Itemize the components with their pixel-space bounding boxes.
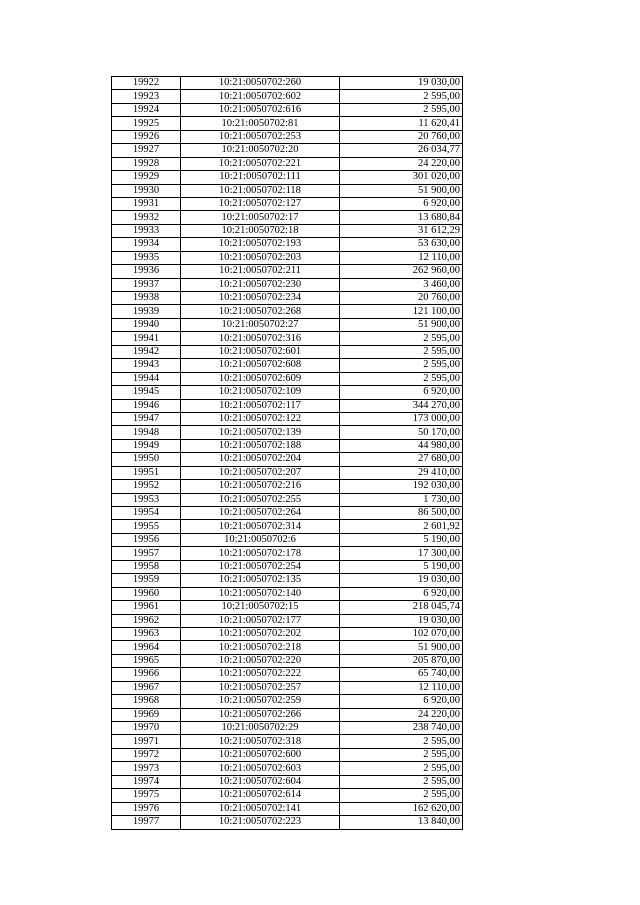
table-row: [112, 789, 463, 802]
amount-cell: 238 740,00: [340, 722, 463, 735]
row-number-cell: 19937: [112, 278, 181, 291]
amount-cell: 2 595,00: [340, 359, 463, 372]
amount-cell: 19 030,00: [340, 574, 463, 587]
cadastral-number-cell: 10:21:0050702:20: [181, 144, 340, 157]
amount-cell: 2 595,00: [340, 762, 463, 775]
cadastral-number-cell: 10:21:0050702:253: [181, 130, 340, 143]
cadastral-number-cell: 10:21:0050702:117: [181, 399, 340, 412]
table-row: [112, 211, 463, 224]
row-number-cell: 19949: [112, 439, 181, 452]
table-row: [112, 802, 463, 815]
table-row: [112, 426, 463, 439]
row-number-cell: 19967: [112, 681, 181, 694]
cadastral-number-cell: 10:21:0050702:221: [181, 157, 340, 170]
cadastral-number-cell: 10:21:0050702:203: [181, 251, 340, 264]
row-number-cell: 19952: [112, 480, 181, 493]
row-number-cell: 19926: [112, 130, 181, 143]
row-number-cell: 19929: [112, 171, 181, 184]
cadastral-number-cell: 10:21:0050702:177: [181, 614, 340, 627]
cadastral-number-cell: 10:21:0050702:268: [181, 305, 340, 318]
table-row: [112, 533, 463, 546]
row-number-cell: 19924: [112, 103, 181, 116]
row-number-cell: 19942: [112, 345, 181, 358]
table-row: [112, 681, 463, 694]
cadastral-number-cell: 10:21:0050702:603: [181, 762, 340, 775]
table-row: [112, 224, 463, 237]
amount-cell: 86 500,00: [340, 507, 463, 520]
amount-cell: 20 760,00: [340, 130, 463, 143]
cadastral-number-cell: 10:21:0050702:234: [181, 292, 340, 305]
table-row: [112, 439, 463, 452]
row-number-cell: 19970: [112, 722, 181, 735]
row-number-cell: 19944: [112, 372, 181, 385]
cadastral-number-cell: 10:21:0050702:141: [181, 802, 340, 815]
row-number-cell: 19956: [112, 533, 181, 546]
table-row: [112, 412, 463, 425]
row-number-cell: 19928: [112, 157, 181, 170]
cadastral-number-cell: 10:21:0050702:211: [181, 265, 340, 278]
table-row: [112, 722, 463, 735]
cadastral-number-cell: 10:21:0050702:316: [181, 332, 340, 345]
table-row: [112, 762, 463, 775]
cadastral-number-cell: 10:21:0050702:601: [181, 345, 340, 358]
amount-cell: 173 000,00: [340, 412, 463, 425]
cadastral-number-cell: 10:21:0050702:140: [181, 587, 340, 600]
table-row: [112, 654, 463, 667]
cadastral-number-cell: 10:21:0050702:266: [181, 708, 340, 721]
table-row: [112, 157, 463, 170]
cadastral-number-cell: 10:21:0050702:254: [181, 560, 340, 573]
cadastral-number-cell: 10:21:0050702:27: [181, 318, 340, 331]
table-row: [112, 305, 463, 318]
row-number-cell: 19941: [112, 332, 181, 345]
cadastral-number-cell: 10:21:0050702:18: [181, 224, 340, 237]
row-number-cell: 19971: [112, 735, 181, 748]
amount-cell: 12 110,00: [340, 251, 463, 264]
registry-table: [111, 76, 463, 830]
cadastral-number-cell: 10:21:0050702:207: [181, 466, 340, 479]
amount-cell: 121 100,00: [340, 305, 463, 318]
amount-cell: 13 840,00: [340, 816, 463, 829]
amount-cell: 2 595,00: [340, 775, 463, 788]
table-row: [112, 641, 463, 654]
cadastral-number-cell: 10:21:0050702:122: [181, 412, 340, 425]
amount-cell: 13 680,84: [340, 211, 463, 224]
cadastral-number-cell: 10:21:0050702:178: [181, 547, 340, 560]
row-number-cell: 19932: [112, 211, 181, 224]
amount-cell: 26 034,77: [340, 144, 463, 157]
table-row: [112, 197, 463, 210]
cadastral-number-cell: 10:21:0050702:127: [181, 197, 340, 210]
table-row: [112, 359, 463, 372]
row-number-cell: 19957: [112, 547, 181, 560]
registry-table-body: [112, 77, 463, 830]
row-number-cell: 19977: [112, 816, 181, 829]
row-number-cell: 19972: [112, 748, 181, 761]
table-row: [112, 547, 463, 560]
row-number-cell: 19974: [112, 775, 181, 788]
table-row: [112, 493, 463, 506]
table-row: [112, 332, 463, 345]
amount-cell: 53 630,00: [340, 238, 463, 251]
amount-cell: 6 920,00: [340, 386, 463, 399]
row-number-cell: 19938: [112, 292, 181, 305]
cadastral-number-cell: 10:21:0050702:257: [181, 681, 340, 694]
table-row: [112, 278, 463, 291]
amount-cell: 344 270,00: [340, 399, 463, 412]
table-row: [112, 560, 463, 573]
row-number-cell: 19947: [112, 412, 181, 425]
amount-cell: 51 900,00: [340, 318, 463, 331]
row-number-cell: 19973: [112, 762, 181, 775]
table-row: [112, 372, 463, 385]
row-number-cell: 19927: [112, 144, 181, 157]
row-number-cell: 19960: [112, 587, 181, 600]
amount-cell: 2 595,00: [340, 332, 463, 345]
amount-cell: 6 920,00: [340, 197, 463, 210]
amount-cell: 2 595,00: [340, 103, 463, 116]
amount-cell: 102 070,00: [340, 627, 463, 640]
row-number-cell: 19975: [112, 789, 181, 802]
cadastral-number-cell: 10:21:0050702:17: [181, 211, 340, 224]
amount-cell: 17 300,00: [340, 547, 463, 560]
row-number-cell: 19966: [112, 668, 181, 681]
amount-cell: 301 020,00: [340, 171, 463, 184]
amount-cell: 50 170,00: [340, 426, 463, 439]
row-number-cell: 19925: [112, 117, 181, 130]
table-row: [112, 574, 463, 587]
amount-cell: 12 110,00: [340, 681, 463, 694]
cadastral-number-cell: 10:21:0050702:604: [181, 775, 340, 788]
table-row: [112, 816, 463, 829]
cadastral-number-cell: 10:21:0050702:223: [181, 816, 340, 829]
amount-cell: 162 620,00: [340, 802, 463, 815]
table-row: [112, 587, 463, 600]
table-row: [112, 318, 463, 331]
amount-cell: 6 920,00: [340, 587, 463, 600]
row-number-cell: 19936: [112, 265, 181, 278]
row-number-cell: 19954: [112, 507, 181, 520]
amount-cell: 51 900,00: [340, 641, 463, 654]
cadastral-number-cell: 10:21:0050702:109: [181, 386, 340, 399]
row-number-cell: 19934: [112, 238, 181, 251]
table-row: [112, 184, 463, 197]
amount-cell: 262 960,00: [340, 265, 463, 278]
cadastral-number-cell: 10:21:0050702:222: [181, 668, 340, 681]
amount-cell: 20 760,00: [340, 292, 463, 305]
amount-cell: 6 920,00: [340, 695, 463, 708]
cadastral-number-cell: 10:21:0050702:81: [181, 117, 340, 130]
cadastral-number-cell: 10:21:0050702:204: [181, 453, 340, 466]
table-row: [112, 748, 463, 761]
row-number-cell: 19951: [112, 466, 181, 479]
amount-cell: 11 620,41: [340, 117, 463, 130]
table-row: [112, 668, 463, 681]
table-row: [112, 507, 463, 520]
row-number-cell: 19976: [112, 802, 181, 815]
row-number-cell: 19953: [112, 493, 181, 506]
table-row: [112, 695, 463, 708]
row-number-cell: 19965: [112, 654, 181, 667]
table-row: [112, 520, 463, 533]
table-row: [112, 103, 463, 116]
cadastral-number-cell: 10:21:0050702:216: [181, 480, 340, 493]
row-number-cell: 19931: [112, 197, 181, 210]
cadastral-number-cell: 10:21:0050702:600: [181, 748, 340, 761]
cadastral-number-cell: 10:21:0050702:609: [181, 372, 340, 385]
row-number-cell: 19939: [112, 305, 181, 318]
row-number-cell: 19969: [112, 708, 181, 721]
cadastral-number-cell: 10:21:0050702:118: [181, 184, 340, 197]
cadastral-number-cell: 10:21:0050702:188: [181, 439, 340, 452]
amount-cell: 2 595,00: [340, 372, 463, 385]
amount-cell: 218 045,74: [340, 601, 463, 614]
amount-cell: 1 730,00: [340, 493, 463, 506]
row-number-cell: 19945: [112, 386, 181, 399]
amount-cell: 31 612,29: [340, 224, 463, 237]
table-row: [112, 238, 463, 251]
cadastral-number-cell: 10:21:0050702:616: [181, 103, 340, 116]
cadastral-number-cell: 10:21:0050702:15: [181, 601, 340, 614]
row-number-cell: 19933: [112, 224, 181, 237]
row-number-cell: 19923: [112, 90, 181, 103]
row-number-cell: 19946: [112, 399, 181, 412]
amount-cell: 27 680,00: [340, 453, 463, 466]
row-number-cell: 19968: [112, 695, 181, 708]
cadastral-number-cell: 10:21:0050702:608: [181, 359, 340, 372]
row-number-cell: 19930: [112, 184, 181, 197]
amount-cell: 2 595,00: [340, 90, 463, 103]
amount-cell: 19 030,00: [340, 614, 463, 627]
table-row: [112, 265, 463, 278]
cadastral-number-cell: 10:21:0050702:6: [181, 533, 340, 546]
amount-cell: 29 410,00: [340, 466, 463, 479]
row-number-cell: 19948: [112, 426, 181, 439]
cadastral-number-cell: 10:21:0050702:220: [181, 654, 340, 667]
row-number-cell: 19964: [112, 641, 181, 654]
amount-cell: 5 190,00: [340, 560, 463, 573]
table-row: [112, 708, 463, 721]
amount-cell: 192 030,00: [340, 480, 463, 493]
table-row: [112, 144, 463, 157]
row-number-cell: 19950: [112, 453, 181, 466]
amount-cell: 2 595,00: [340, 345, 463, 358]
table-row: [112, 601, 463, 614]
row-number-cell: 19958: [112, 560, 181, 573]
amount-cell: 2 595,00: [340, 735, 463, 748]
amount-cell: 19 030,00: [340, 77, 463, 90]
cadastral-number-cell: 10:21:0050702:202: [181, 627, 340, 640]
amount-cell: 2 601,92: [340, 520, 463, 533]
row-number-cell: 19961: [112, 601, 181, 614]
row-number-cell: 19940: [112, 318, 181, 331]
cadastral-number-cell: 10:21:0050702:111: [181, 171, 340, 184]
cadastral-number-cell: 10:21:0050702:255: [181, 493, 340, 506]
table-row: [112, 90, 463, 103]
cadastral-number-cell: 10:21:0050702:139: [181, 426, 340, 439]
amount-cell: 5 190,00: [340, 533, 463, 546]
row-number-cell: 19955: [112, 520, 181, 533]
table-row: [112, 117, 463, 130]
table-row: [112, 453, 463, 466]
cadastral-number-cell: 10:21:0050702:314: [181, 520, 340, 533]
table-row: [112, 77, 463, 90]
amount-cell: 2 595,00: [340, 789, 463, 802]
cadastral-number-cell: 10:21:0050702:29: [181, 722, 340, 735]
cadastral-number-cell: 10:21:0050702:614: [181, 789, 340, 802]
cadastral-number-cell: 10:21:0050702:218: [181, 641, 340, 654]
table-row: [112, 171, 463, 184]
table-row: [112, 466, 463, 479]
row-number-cell: 19963: [112, 627, 181, 640]
table-row: [112, 386, 463, 399]
amount-cell: 205 870,00: [340, 654, 463, 667]
table-row: [112, 614, 463, 627]
row-number-cell: 19935: [112, 251, 181, 264]
table-row: [112, 399, 463, 412]
cadastral-number-cell: 10:21:0050702:264: [181, 507, 340, 520]
row-number-cell: 19922: [112, 77, 181, 90]
amount-cell: 44 980,00: [340, 439, 463, 452]
amount-cell: 3 460,00: [340, 278, 463, 291]
table-row: [112, 292, 463, 305]
cadastral-number-cell: 10:21:0050702:602: [181, 90, 340, 103]
table-row: [112, 627, 463, 640]
row-number-cell: 19962: [112, 614, 181, 627]
row-number-cell: 19943: [112, 359, 181, 372]
cadastral-number-cell: 10:21:0050702:135: [181, 574, 340, 587]
amount-cell: 51 900,00: [340, 184, 463, 197]
amount-cell: 65 740,00: [340, 668, 463, 681]
table-row: [112, 130, 463, 143]
row-number-cell: 19959: [112, 574, 181, 587]
cadastral-number-cell: 10:21:0050702:318: [181, 735, 340, 748]
cadastral-number-cell: 10:21:0050702:259: [181, 695, 340, 708]
amount-cell: 2 595,00: [340, 748, 463, 761]
table-row: [112, 735, 463, 748]
cadastral-number-cell: 10:21:0050702:260: [181, 77, 340, 90]
table-row: [112, 775, 463, 788]
amount-cell: 24 220,00: [340, 157, 463, 170]
cadastral-number-cell: 10:21:0050702:230: [181, 278, 340, 291]
table-row: [112, 251, 463, 264]
cadastral-number-cell: 10:21:0050702:193: [181, 238, 340, 251]
table-row: [112, 345, 463, 358]
table-row: [112, 480, 463, 493]
amount-cell: 24 220,00: [340, 708, 463, 721]
